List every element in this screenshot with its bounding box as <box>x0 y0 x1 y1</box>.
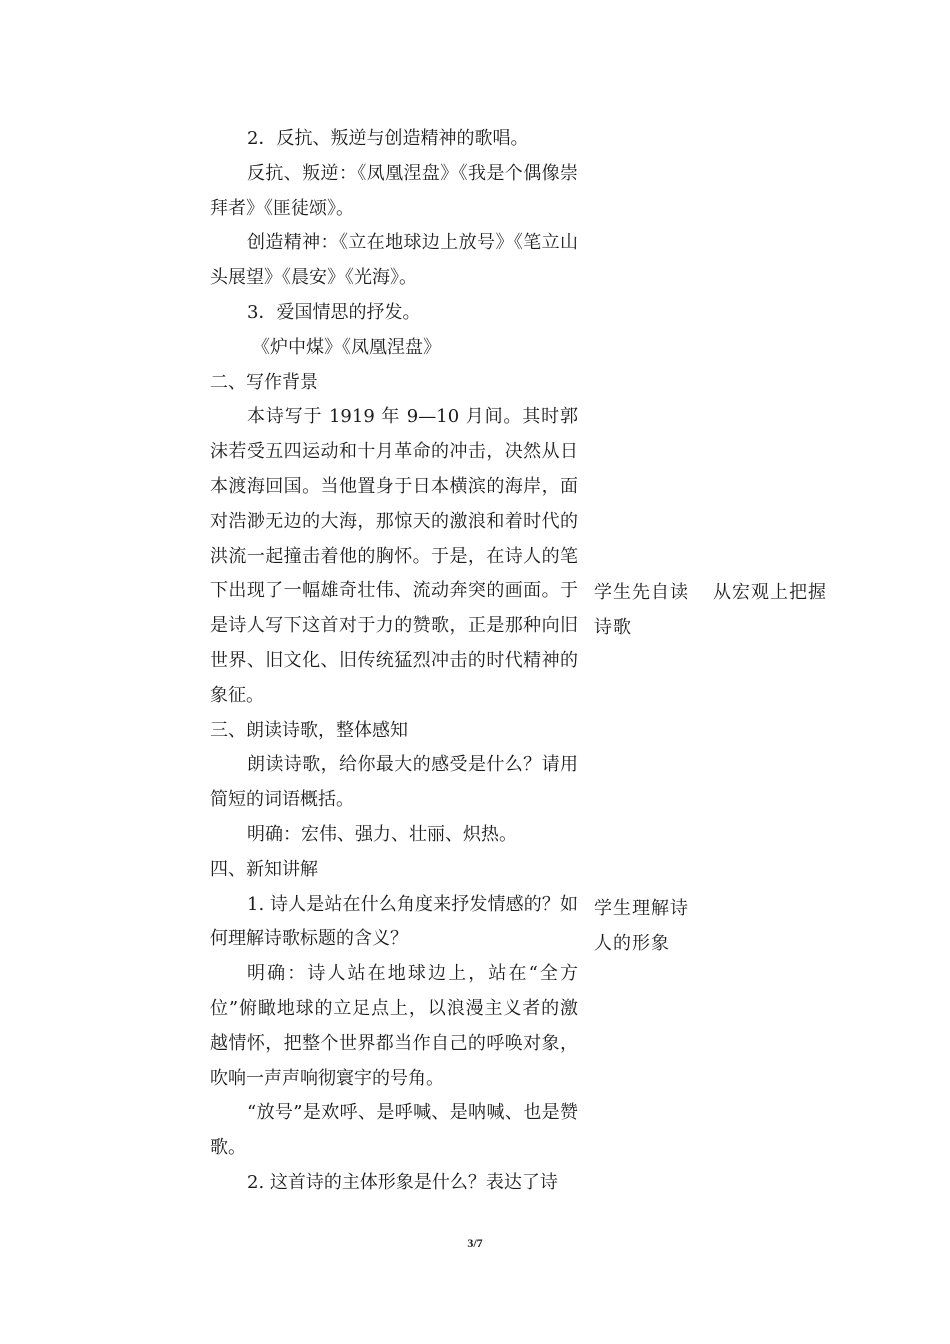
paragraph-background: 本诗写于 1919 年 9—10 月间。其时郭沫若受五四运动和十月革命的冲击，决然从日本渡海回国。当他置身于日本横滨的海岸，面对浩渺无边的大海，那惊天的激浪和着时代的洪流一起撞击着他的胸怀。于是，在诗人的笔下出现了一幅雄奇壮伟、流动奔突的画面。于是诗人写下这首对于力的赞歌，正是那种向旧世界、旧文化、旧传统猛烈冲击的时代精神的象征。 <box>210 406 578 706</box>
design-intent-note <box>713 576 843 611</box>
student-activity-text: 学生先自读诗歌 <box>594 582 689 638</box>
page-number: 3/7 <box>467 1236 483 1250</box>
section-heading-new-knowledge: 四、新知讲解 <box>210 858 318 880</box>
student-activity-note <box>594 576 704 646</box>
lesson-content <box>210 122 578 1201</box>
section-heading-background: 二、写作背景 <box>210 371 318 393</box>
paragraph-fanghao: “放号”是欢呼、是呼喊、是呐喊、也是赞歌。 <box>210 1102 578 1159</box>
paragraph-poem-list: 《炉中煤》《凤凰涅盘》 <box>252 336 441 358</box>
paragraph-question-2: 2. 这首诗的主体形象是什么？表达了诗 <box>247 1171 558 1193</box>
paragraph-reading-question: 朗读诗歌，给你最大的感受是什么？请用简短的词语概括。 <box>210 754 578 811</box>
paragraph-question-1: 1. 诗人是站在什么角度来抒发情感的？如何理解诗歌标题的含义？ <box>210 893 578 950</box>
paragraph-item-3: 3．爱国情思的抒发。 <box>247 301 421 323</box>
student-activity-text-2: 学生理解诗人的形象 <box>594 898 689 954</box>
paragraph-rebellion: 反抗、叛逆：《凤凰涅盘》《我是个偶像崇拜者》《匪徒颂》。 <box>210 162 578 219</box>
paragraph-creation: 创造精神：《立在地球边上放号》《笔立山头展望》《晨安》《光海》。 <box>210 232 578 289</box>
paragraph-reading-answer: 明确：宏伟、强力、壮丽、炽热。 <box>247 823 517 845</box>
design-intent-text: 从宏观上把握 <box>713 582 827 603</box>
section-heading-reading: 三、朗读诗歌，整体感知 <box>210 719 408 741</box>
paragraph-answer-1: 明确：诗人站在地球边上，站在“全方位”俯瞰地球的立足点上，以浪漫主义者的激越情怀，把整个世界都当作自己的呼唤对象，吹响一声声响彻寰宇的号角。 <box>210 963 578 1089</box>
paragraph-item-2: 2．反抗、叛逆与创造精神的歌唱。 <box>247 128 529 149</box>
student-activity-note-2 <box>594 892 704 962</box>
